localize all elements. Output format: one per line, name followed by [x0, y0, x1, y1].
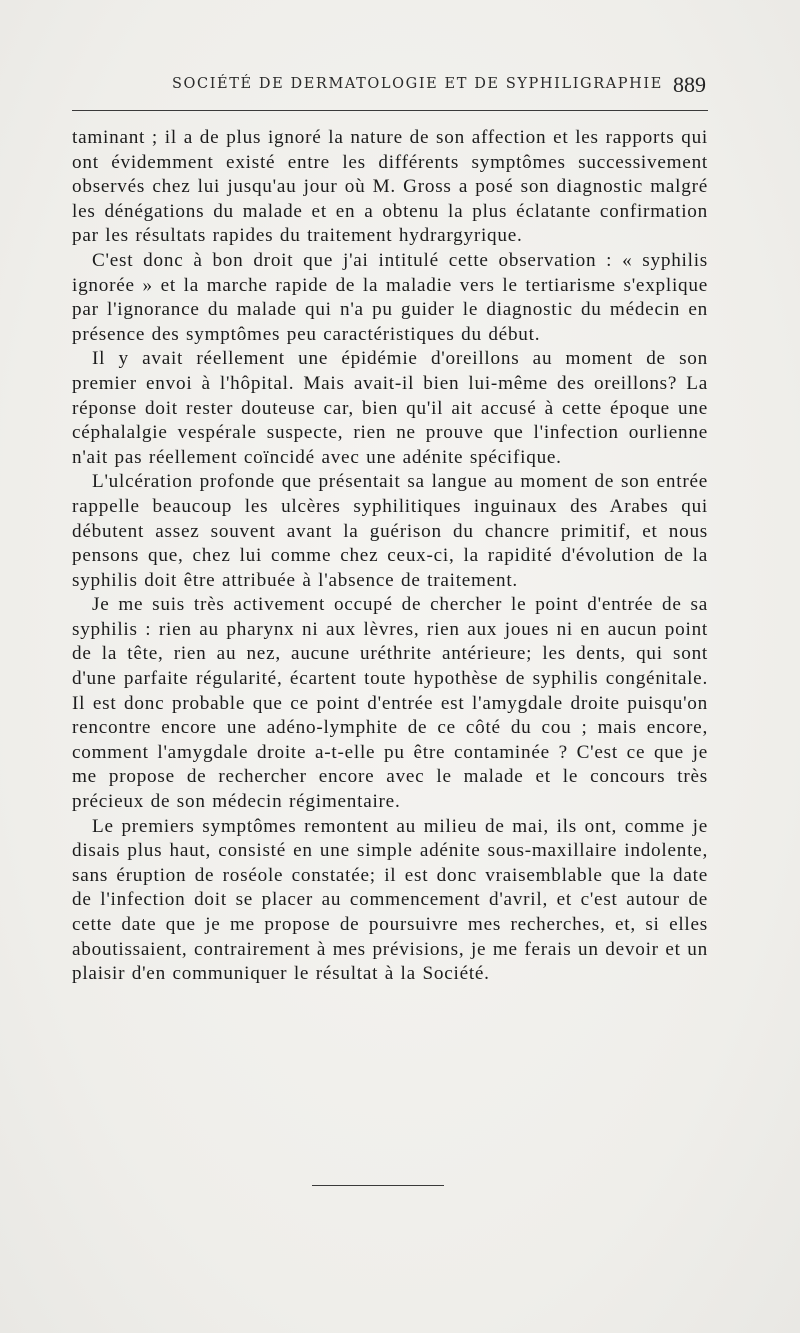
- end-rule: [312, 1185, 444, 1186]
- paragraph-1: taminant ; il a de plus ignoré la nature de son affection et les rapports qui ont évidemment existé entre les différents symptômes successivement observés chez lui jusqu'au jour où M. Gross a posé son diagnostic malgré les dénégations du malade et en a obtenu la plus éclatante confirmation par les résultats rapides du traitement hydrargyrique.: [72, 127, 708, 247]
- paragraph-3: Il y avait réellement une épidémie d'oreillons au moment de son premier envoi à l'hôpital. Mais avait-il bien lui-même des oreillons? La réponse doit rester douteuse car, bien qu'il ait accusé à cette époque une céphalalgie vespérale suspecte, rien ne prouve que l'infection ourlienne n'ait pas réellement coïncidé avec une adénite spécifique.: [72, 348, 708, 468]
- paragraph-5: Je me suis très activement occupé de chercher le point d'entrée de sa syphilis : rien au pharynx ni aux lèvres, rien aux joues ni en aucun point de la tête, rien au nez, aucune uréthrite antérieure; les dents, qui sont d'une parfaite régularité, écartent toute hypothèse de syphilis congénitale. Il est donc probable que ce point d'entrée est l'amygdale droite puisqu'on rencontre encore une adéno-lymphite de ce côté du cou ; mais encore, comment l'amygdale droite a-t-elle pu être contaminée ? C'est ce que je me propose de rechercher encore avec le malade et le concours très précieux de son médecin régimentaire.: [72, 594, 708, 813]
- header-rule: [72, 110, 708, 111]
- running-title: SOCIÉTÉ DE DERMATOLOGIE ET DE SYPHILIGRAPHIE: [172, 76, 663, 92]
- page-header: [150, 72, 710, 102]
- paragraph-2: C'est donc à bon droit que j'ai intitulé cette observation : « syphilis ignorée » et la marche rapide de la maladie vers le tertiarisme s'explique par l'ignorance du malade qui n'a pu guider le diagnostic du médecin en présence des symptômes peu caractéristiques du début.: [72, 249, 708, 345]
- paragraph-4: L'ulcération profonde que présentait sa langue au moment de son entrée rappelle beaucoup les ulcères syphilitiques inguinaux des Arabes qui débutent assez souvent avant la guérison du chancre primitif, et nous pensons que, chez lui comme chez ceux-ci, la rapidité d'évolution de la syphilis doit être attribuée à l'absence de traitement.: [72, 471, 708, 591]
- body-text: [72, 126, 708, 987]
- paragraph-6: Le premiers symptômes remontent au milieu de mai, ils ont, comme je disais plus haut, consisté en une simple adénite sous-maxillaire indolente, sans éruption de roséole constatée; il est donc vraisemblable que la date de l'infection doit se placer au commencement d'avril, et c'est autour de cette date que je me propose de poursuivre mes recherches, et, si elles aboutissaient, contrairement à mes prévisions, je me ferais un devoir et un plaisir d'en communiquer le résultat à la Société.: [72, 815, 708, 985]
- page-number: 889: [673, 72, 706, 97]
